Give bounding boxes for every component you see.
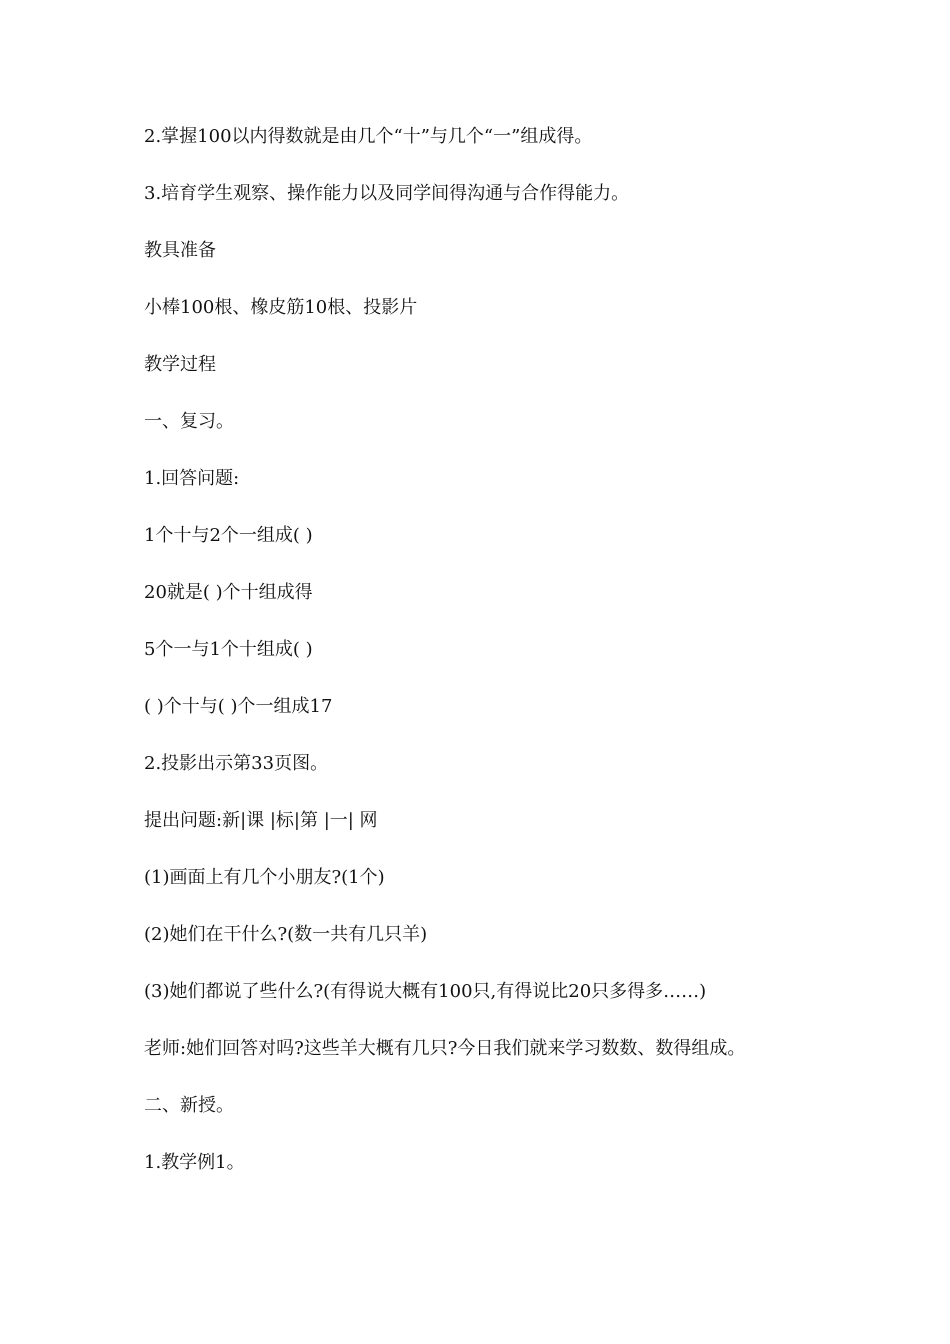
objective-2: 2.掌握100以内得数就是由几个“十”与几个“一”组成得。 [144,126,593,147]
sub-question-3: (3)她们都说了些什么?(有得说大概有100只,有得说比20只多得多……) [144,981,707,1002]
objective-3: 3.培育学生观察、操作能力以及同学间得沟通与合作得能力。 [144,183,630,204]
question-line: 5个一与1个十组成( ) [144,639,313,660]
review-item-1: 1.回答问题: [144,468,240,489]
review-item-2: 2.投影出示第33页图。 [144,753,329,774]
question-line: 20就是( )个十组成得 [144,582,313,603]
teacher-remark: 老师:她们回答对吗?这些羊大概有几只?今日我们就来学习数数、数得组成。 [144,1038,746,1059]
section-heading-teaching-aids: 教具准备 [144,240,216,261]
section-heading-teaching-process: 教学过程 [144,354,216,375]
new-lesson-item-1: 1.教学例1。 [144,1152,245,1173]
part-heading-review: 一、复习。 [144,411,234,432]
sub-question-1: (1)画面上有几个小朋友?(1个) [144,867,385,888]
prompt-line: 提出问题:新|课 |标|第 |一| 网 [144,810,378,831]
question-line: ( )个十与( )个一组成17 [144,696,333,717]
sub-question-2: (2)她们在干什么?(数一共有几只羊) [144,924,428,945]
question-line: 1个十与2个一组成( ) [144,525,313,546]
teaching-aids-list: 小棒100根、橡皮筋10根、投影片 [144,297,418,318]
part-heading-new-lesson: 二、新授。 [144,1095,234,1116]
